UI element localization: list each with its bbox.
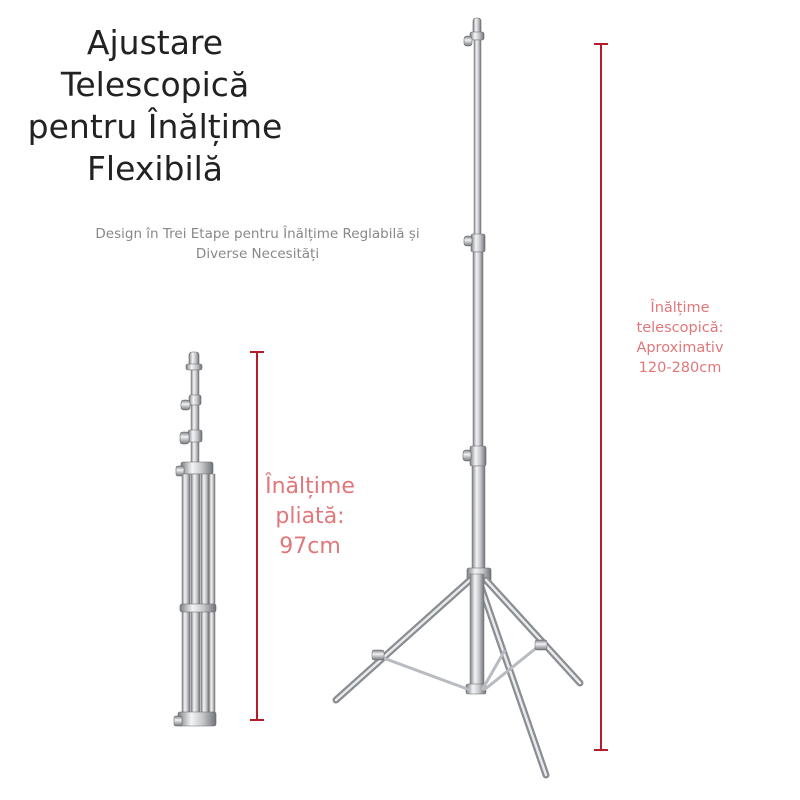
headline-line: pentru Înălțime xyxy=(27,107,283,146)
subheadline-line: Design în Trei Etape pentru Înălțime Reglabilă și xyxy=(95,226,420,242)
folded-stand xyxy=(174,352,216,726)
extended-height-label-line: 120-280cm xyxy=(638,360,722,376)
folded-height-label-line: pliată: xyxy=(275,504,345,529)
folded-height-label-line: 97cm xyxy=(279,534,341,559)
extended-stand xyxy=(336,18,580,775)
subheadline-line: Diverse Necesități xyxy=(195,246,320,262)
headline-line: Telescopică xyxy=(60,65,250,104)
extended-height-label xyxy=(615,298,745,378)
folded-height-label-line: Înălțime xyxy=(265,474,355,499)
extended-height-label-line: telescopică: xyxy=(636,320,724,336)
headline-line: Flexibilă xyxy=(86,149,224,188)
folded-height-label xyxy=(250,472,370,562)
extended-height-label-line: Înălțime xyxy=(650,300,710,316)
extended-height-label-line: Aproximativ xyxy=(636,340,724,356)
extended-height-marker xyxy=(594,44,608,750)
headline-line: Ajustare xyxy=(86,23,224,62)
